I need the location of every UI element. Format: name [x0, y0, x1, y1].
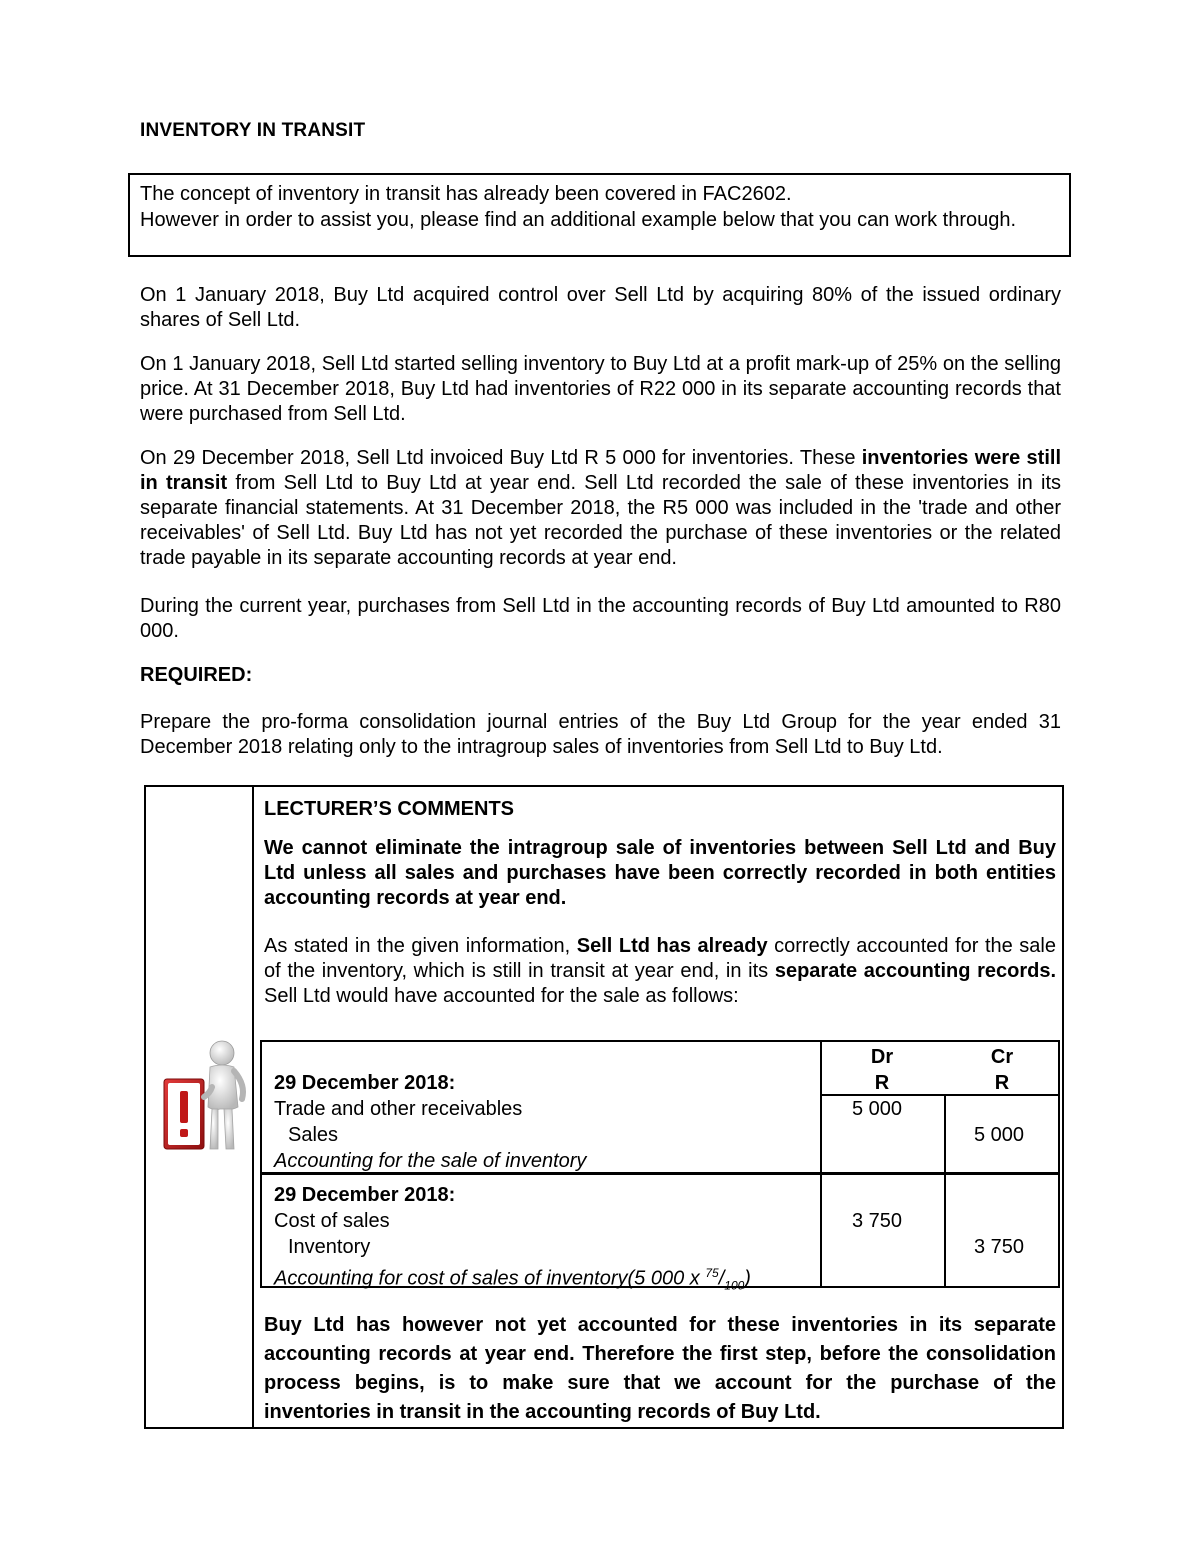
page-title: INVENTORY IN TRANSIT: [140, 120, 366, 141]
journal-col-line-2b: [944, 1175, 946, 1286]
entry2-narration-text: Accounting for cost of sales of inventory(5 000 x: [274, 1267, 706, 1290]
entry1-credit-account: Sales: [288, 1124, 339, 1146]
intro-box: [128, 173, 1071, 257]
comments-key-point: We cannot eliminate the intragroup sale of inventories between Sell Ltd and Buy Ltd unless all sales and purchases have been correctly recorded in both entities accounting records at year end.: [264, 837, 1056, 909]
entry1-narration: Accounting for the sale of inventory: [274, 1150, 587, 1172]
entry2-debit-account: Cost of sales: [274, 1210, 390, 1232]
table-divider: [252, 787, 254, 1427]
ce-text-c: correctly accounted for the sale of the inventory, which is still in transit at year end, in its: [264, 935, 1056, 982]
intro-line-2: However in order to assist you, please find an additional example below that you can work through.: [140, 209, 1017, 231]
comments-explanation: [264, 934, 1056, 1009]
journal-entries-table: [260, 1040, 1060, 1293]
entry2-credit-account: Inventory: [288, 1236, 371, 1258]
cr-header: Cr: [990, 1046, 1014, 1068]
dr-currency: R: [874, 1072, 890, 1094]
p3-text-a: On 29 December 2018, Sell Ltd invoiced Buy Ltd R 5 000 for inventories. These: [140, 447, 862, 469]
entry1-debit-account: Trade and other receivables: [274, 1098, 523, 1120]
ce-text-e: Sell Ltd would have accounted for the sale as follows:: [264, 985, 739, 1007]
ce-text-d: separate accounting records.: [774, 960, 1057, 982]
p3-text-c: from Sell Ltd to Buy Ltd at year end. Sell Ltd recorded the sale of these inventories in its separate financial statements. At 31 December 2018, the R5 000 was included in the 'trade and other receivables' of Sell Ltd. Buy Ltd has not yet recorded the purchase of these inventories or the related trade payable in its separate accounting records at year end.: [140, 472, 1062, 569]
ce-text-b: Sell Ltd has already: [576, 935, 768, 957]
exclamation-figure-icon: [160, 1037, 250, 1157]
entry2-narration: Accounting for cost of sales of inventory(5 000 x $^{75}/_{100}$): [274, 1266, 751, 1293]
paragraph-purchases: During the current year, purchases from Sell Ltd in the accounting records of Buy Ltd amounted to R80 000.: [140, 595, 1061, 642]
entry2-narration-end: ): [744, 1267, 751, 1290]
entry1-date: 29 December 2018:: [274, 1072, 456, 1094]
p3-text-bold: inventories were still in transit: [140, 447, 1061, 494]
cr-currency: R: [994, 1072, 1010, 1094]
dr-header: Dr: [870, 1046, 894, 1068]
entry2-date: 29 December 2018:: [274, 1184, 456, 1206]
required-text: Prepare the pro-forma consolidation journal entries of the Buy Ltd Group for the year ended 31 December 2018 relating only to the intragroup sales of inventories from Sell Ltd to Buy Ltd.: [140, 711, 1061, 758]
comments-title: LECTURER’S COMMENTS: [264, 798, 514, 820]
lecturer-comments-table: [144, 785, 1064, 1429]
entry2-credit-amount: 3 750: [974, 1236, 1025, 1258]
entry2-debit-amount: 3 750: [852, 1210, 903, 1232]
comments-conclusion: Buy Ltd has however not yet accounted for these inventories in its separate accounting records at year end. Therefore the first step, before the consolidation process begins, is to make sure that we account for the purchase of the inventories in transit in the accounting records of Buy Ltd.: [264, 1314, 1056, 1423]
paragraph-markup: On 1 January 2018, Sell Ltd started selling inventory to Buy Ltd at a profit mark-up of 25% on the selling price. At 31 December 2018, Buy Ltd had inventories of R22 000 in its separate accounting records that were purchased from Sell Ltd.: [140, 353, 1061, 425]
entry2-frac-den: 100: [724, 1278, 745, 1293]
intro-line-1: The concept of inventory in transit has already been covered in FAC2602.: [140, 183, 792, 205]
paragraph-acquisition: On 1 January 2018, Buy Ltd acquired control over Sell Ltd by acquiring 80% of the issued ordinary shares of Sell Ltd.: [140, 284, 1061, 331]
journal-col-line: [820, 1042, 822, 1286]
required-heading: REQUIRED:: [140, 664, 253, 686]
entry1-debit-amount: 5 000: [852, 1098, 903, 1120]
paragraph-in-transit: [140, 446, 1061, 571]
comments-content: [264, 797, 1056, 1009]
entry2-frac-num: 75: [705, 1266, 719, 1280]
journal-col-line-2a: [944, 1094, 946, 1172]
entry1-credit-amount: 5 000: [974, 1124, 1025, 1146]
ce-text-a: As stated in the given information,: [264, 935, 577, 957]
